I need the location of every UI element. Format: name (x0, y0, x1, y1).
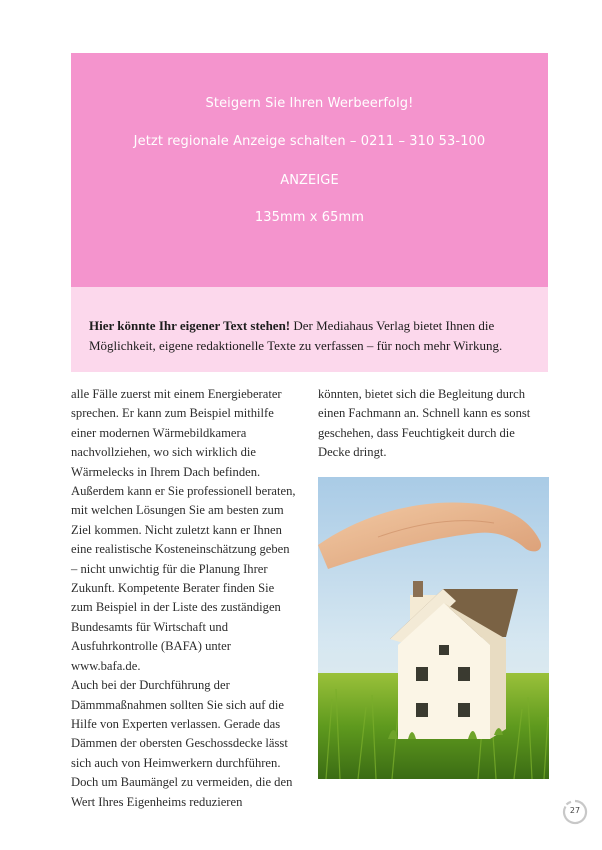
ad-headline: Steigern Sie Ihren Werbeerfolg! (205, 96, 414, 111)
ad-phone-line: Jetzt regionale Anzeige schalten – 0211 – 310 53-100 (133, 134, 486, 149)
article-paragraph: Auch bei der Durchführung der Dämmmaßnahmen sollten Sie sich auf die Hilfe von Experten verlassen. Gerade das Dämmen der obersten Geschossdecke lässt sich auch von Heimwerkern durchführen. Doch um Baumängel zu vermeiden, die den Wert Ihres Eigenheims reduzieren (71, 678, 293, 809)
article-paragraph: könnten, bietet sich die Begleitung durch einen Fachmann an. Schnell kann es sonst geschehen, dass Feuchtigkeit durch die Decke dringt. (318, 387, 531, 460)
advertisement-box (71, 53, 548, 287)
article-paragraph: alle Fälle zuerst mit einem Energieberater sprechen. Er kann zum Beispiel mithilfe einer modernen Wärmebildkamera nachvollziehen, wo sich wirklich die Wärmelecks in Ihrem Dach befinden. Außerdem kann er Sie professionell beraten, mit welchen Lösungen Sie am besten zum Ziel kommen. Nicht zuletzt kann er Ihnen eine realistische Kosteneinschätzung geben – nicht unwichtig für die Planung Ihrer Zukunft. Kompetente Berater finden Sie zum Beispiel in der Liste des zuständigen Bundesamts für Wirtschaft und Ausfuhrkontrolle (BAFA) unter www.bafa.de. (71, 387, 296, 673)
teaser-body: Der Mediahaus Verlag bietet Ihnen die Möglichkeit, eigene redaktionelle Texte zu verfassen – für noch mehr Wirkung. (89, 318, 503, 353)
house-under-hand-photo (318, 477, 549, 779)
page-number-badge (562, 799, 588, 825)
photo-illustration (318, 477, 549, 779)
article-column-left (71, 385, 297, 812)
ad-size: 135mm x 65mm (254, 210, 365, 225)
ad-label: ANZEIGE (280, 173, 339, 188)
page-number: 27 (569, 806, 581, 815)
article-column-right (318, 385, 550, 463)
teaser-box (71, 287, 548, 372)
teaser-bold: Hier könnte Ihr eigener Text stehen! (89, 318, 291, 333)
teaser-text (89, 316, 535, 356)
